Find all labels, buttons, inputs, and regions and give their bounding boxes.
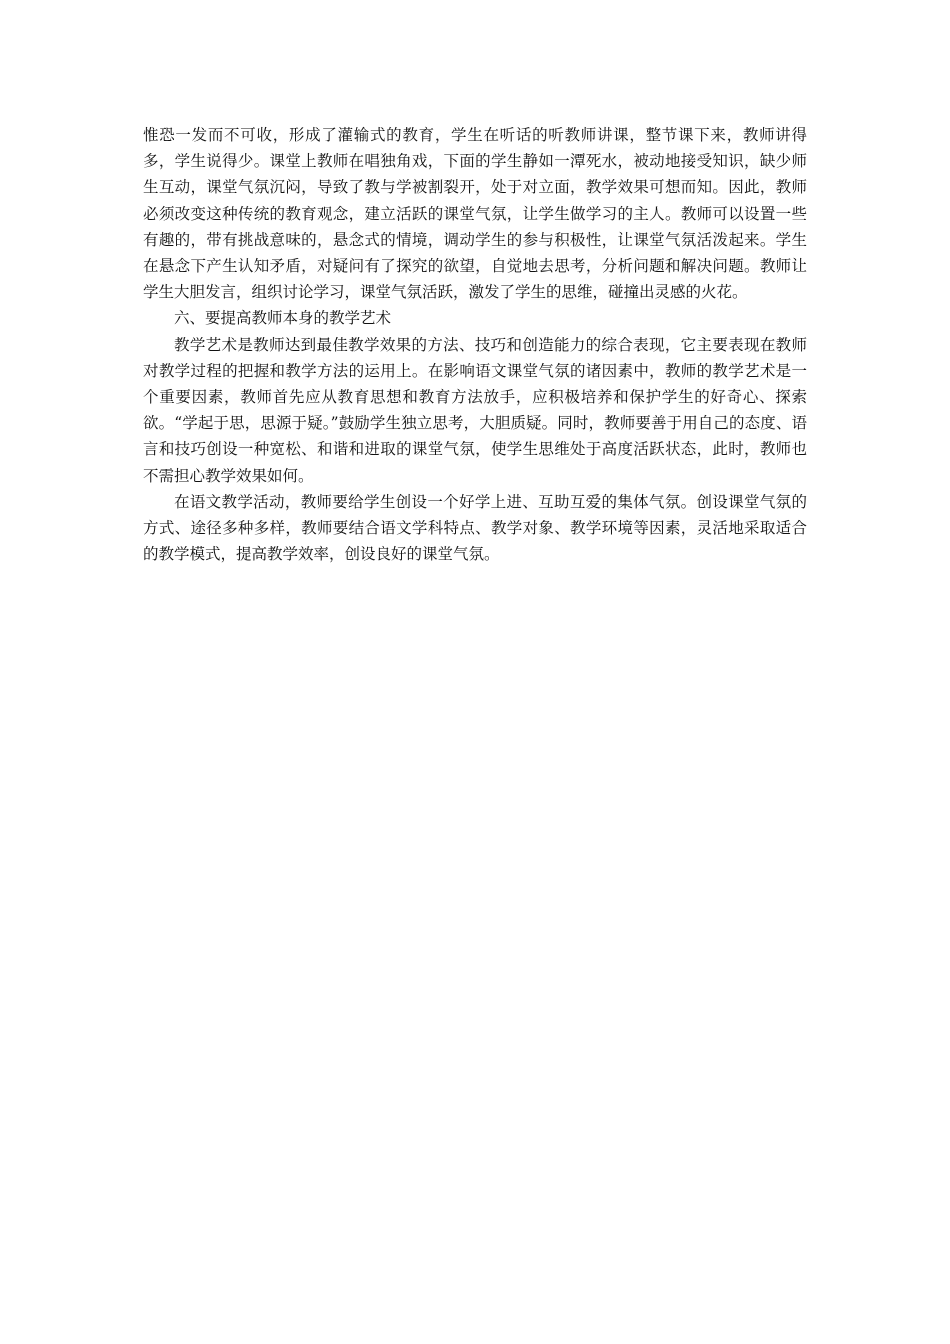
paragraph-continuation: 惟恐一发而不可收，形成了灌输式的教育，学生在听话的听教师讲课，整节课下来，教师讲得多，学生说得少。课堂上教师在唱独角戏，下面的学生静如一潭死水，被动地接受知识，缺少师生互动，课堂气氛沉闷，导致了教与学被割裂开，处于对立面，教学效果可想而知。因此，教师必须改变这种传统的教育观念，建立活跃的课堂气氛，让学生做学习的主人。教师可以设置一些有趣的，带有挑战意味的，悬念式的情境，调动学生的参与积极性，让课堂气氛活泼起来。学生在悬念下产生认知矛盾，对疑问有了探究的欲望，自觉地去思考，分析问题和解决问题。教师让学生大胆发言，组织讨论学习，课堂气氛活跃，激发了学生的思维，碰撞出灵感的火花。 [143, 126, 807, 302]
paragraph-teaching-art: 教学艺术是教师达到最佳教学效果的方法、技巧和创造能力的综合表现，它主要表现在教师对教学过程的把握和教学方法的运用上。在影响语文课堂气氛的诸因素中，教师的教学艺术是一个重要因素，教师首先应从教育思想和教育方法放手，应积极培养和保护学生的好奇心、探索欲。“学起于思，思源于疑。”鼓励学生独立思考，大胆质疑。同时，教师要善于用自己的态度、语言和技巧创设一种宽松、和谐和进取的课堂气氛，使学生思维处于高度活跃状态，此时，教师也不需担心教学效果如何。 [143, 335, 807, 485]
section-heading: 六、要提高教师本身的教学艺术 [174, 309, 392, 328]
paragraph-conclusion: 在语文教学活动，教师要给学生创设一个好学上进、互助互爱的集体气氛。创设课堂气氛的方式、途径多种多样，教师要结合语文学科特点、教学对象、教学环境等因素，灵活地采取适合的教学模式，提高教学效率，创设良好的课堂气氛。 [143, 492, 807, 564]
document-body [143, 122, 807, 567]
